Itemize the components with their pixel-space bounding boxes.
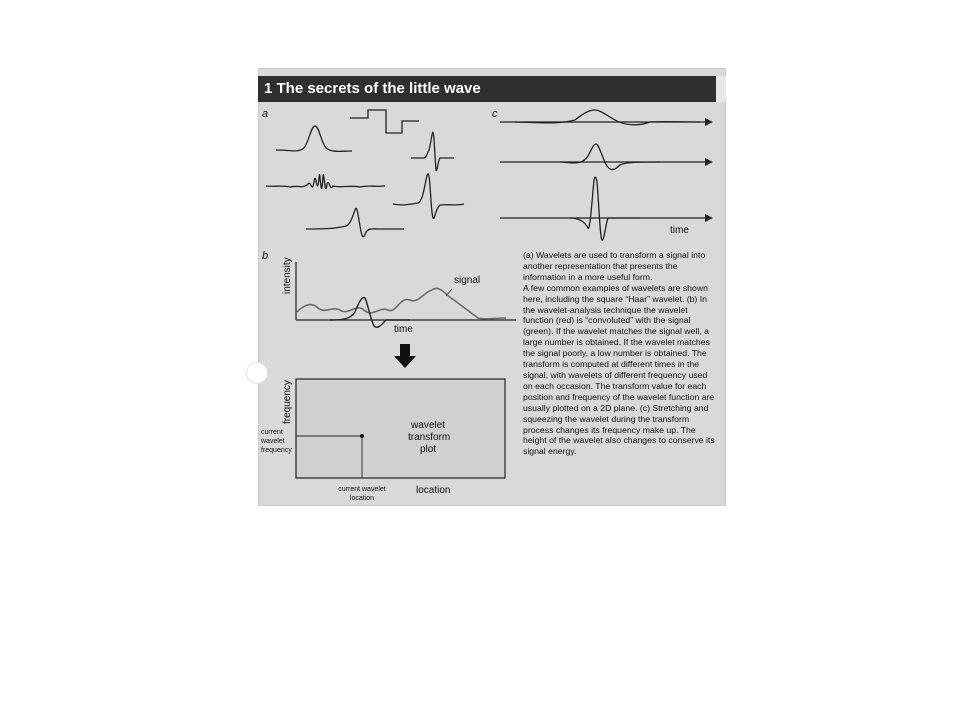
medium-wavelet — [560, 144, 660, 170]
frequency-axis-label: frequency — [282, 380, 293, 424]
arrowhead-3 — [705, 214, 713, 222]
arrowhead-1 — [705, 118, 713, 126]
wavelet-transform-plot-label: wavelet transform plot — [408, 420, 451, 455]
transform-plot-frame — [296, 379, 505, 478]
panel-letter-a: a — [262, 108, 269, 120]
squeezed-wavelet — [570, 177, 640, 240]
panel-letter-b: b — [262, 250, 269, 262]
down-arrow — [394, 344, 416, 368]
location-axis-label: location — [416, 485, 451, 496]
wavelet-haar — [350, 110, 419, 133]
current-wavelet-frequency-label: current wavelet frequency — [261, 429, 292, 454]
panel-c-time-label: time — [670, 225, 689, 236]
intensity-axis-label: intensity — [282, 257, 293, 294]
figure-title: 1 The secrets of the little wave — [258, 76, 716, 102]
signal-label: signal — [454, 275, 481, 286]
time-axis-label: time — [394, 324, 413, 335]
caption-paragraph-2: A few common examples of wavelets are shown here, including the square “Haar” wavelet. (b) In the wavelet-analysis technique the wavelet function (red) is “convoluted” with the signal (green). If the wavelet matches the signal well, a large number is obtained. If the wavelet matches the signal poorly, a low number is obtained. The transform is computed at different times in the signal, with wavelets of different frequency used on each occasion. The transform value for each position and frequency of the wavelet function are usually plotted on a 2D plane. (c) Stretching and squeezing the wavelet during the transform process changes its frequency make up. The height of the wavelet also changes to conserve its signal energy. — [523, 282, 715, 457]
panel-b-plot — [296, 262, 516, 327]
wavelet-morlet-oscillating — [266, 175, 385, 189]
current-wavelet-location-label: current wavelet location — [338, 486, 386, 502]
wavelet-morlet-narrow — [411, 132, 454, 171]
wavelet-mexican-hat — [276, 126, 352, 151]
wavelet-antisymmetric — [306, 208, 404, 236]
arrowhead-2 — [705, 158, 713, 166]
panel-letter-c: c — [492, 108, 498, 120]
figure-caption — [523, 250, 719, 457]
current-point-marker — [360, 434, 364, 438]
transform-plot — [296, 379, 505, 478]
signal-leader-line — [446, 289, 452, 296]
punch-hole — [246, 362, 268, 384]
wavelet-sharp — [393, 174, 464, 219]
wavelet-probe-line — [330, 298, 410, 328]
caption-paragraph-1: (a) Wavelets are used to transform a signal into another representation that presents the information in a more useful form. — [523, 250, 706, 282]
panel-c-wavelets — [500, 110, 713, 240]
signal-line — [297, 288, 506, 319]
